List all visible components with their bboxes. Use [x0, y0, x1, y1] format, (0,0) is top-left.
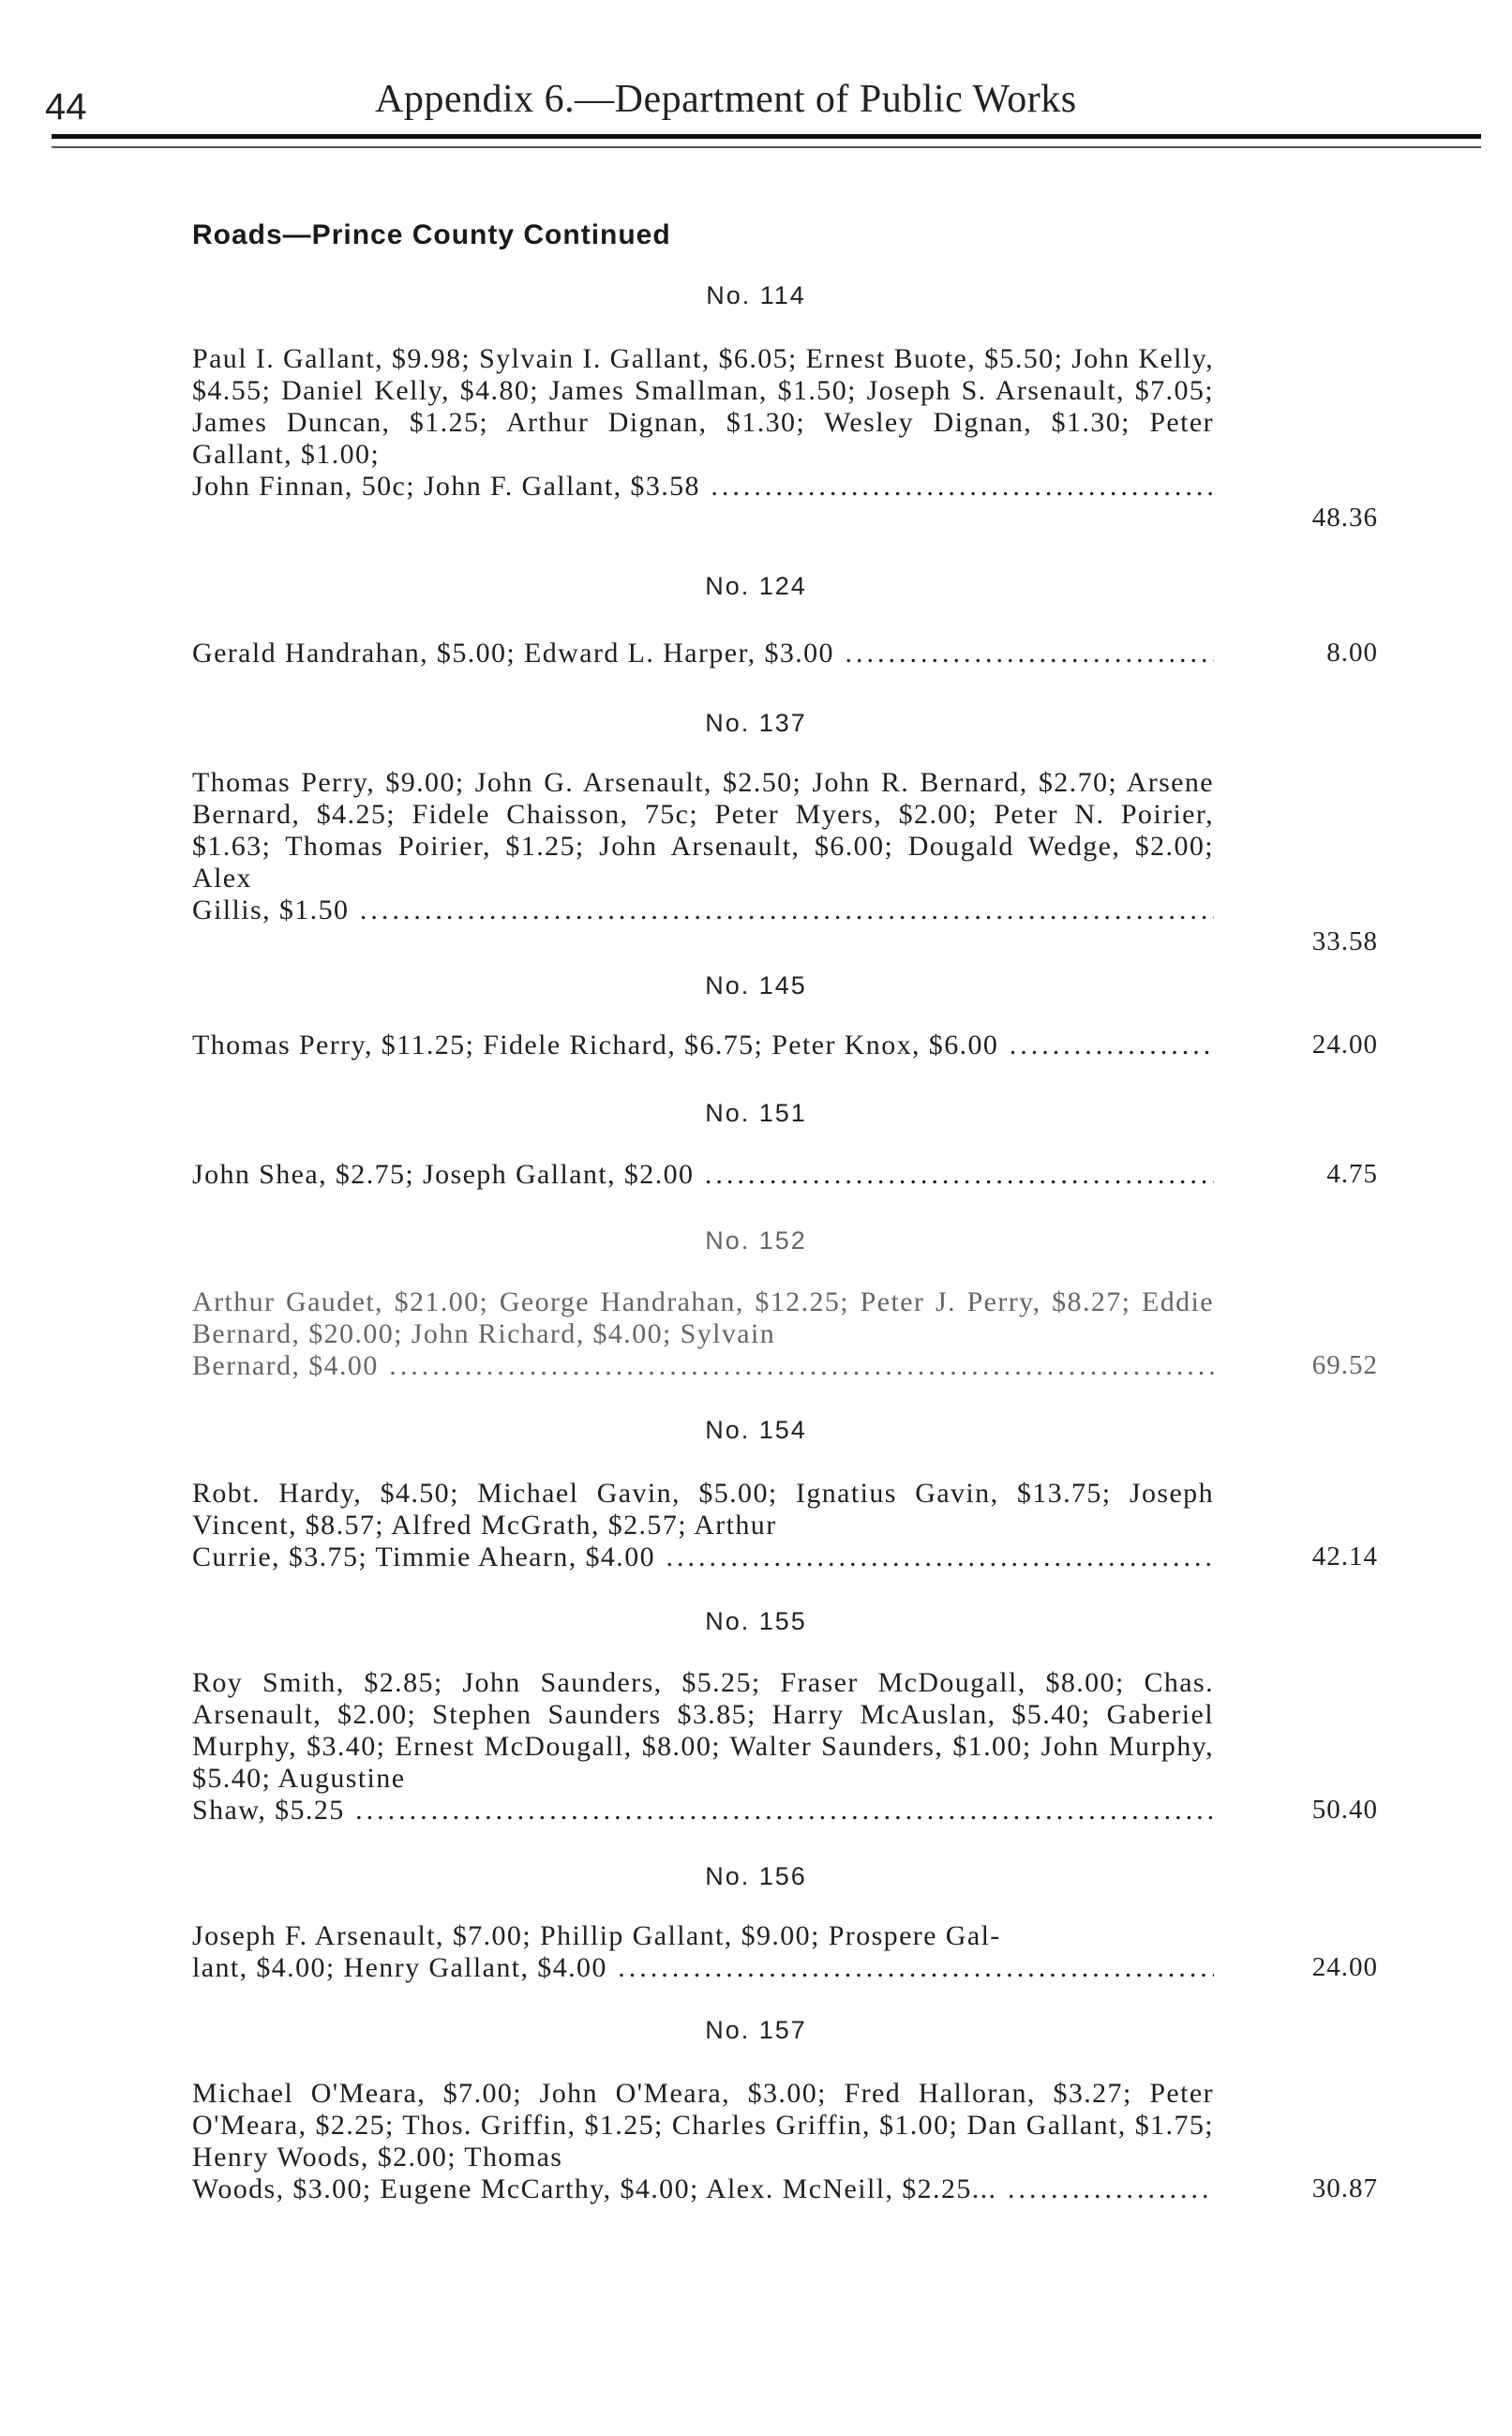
entry-number: No. 114 [706, 281, 806, 309]
entry-text [192, 1478, 1214, 1573]
entry-amount: 69.52 [1311, 1350, 1378, 1380]
entry-tail: Currie, $3.75; Timmie Ahearn, $4.00 ..... [192, 1541, 1214, 1573]
header-rule [52, 134, 1481, 139]
entry-amount: 24.00 [1311, 1030, 1378, 1060]
entry-body: Robt. Hardy, $4.50; Michael Gavin, $5.00; Ignatius Gavin, $13.75; Joseph Vincent, $8.57; Alfred McGrath, $2.57; Arthur [192, 1478, 1214, 1541]
entry-amount: 50.40 [1311, 1795, 1378, 1825]
entry-tail: Shaw, $5.25 ..... [192, 1795, 1214, 1827]
entry-text [192, 1667, 1214, 1827]
entry-body: Arthur Gaudet, $21.00; George Handrahan, $12.25; Peter J. Perry, $8.27; Eddie Bernard, $20.00; John Richard, $4.00; Sylvain [192, 1286, 1214, 1349]
entry-number: No. 156 [705, 1862, 807, 1890]
entry-tail: Woods, $3.00; Eugene McCarthy, $4.00; Alex. McNeill, $2.25... ..... [192, 2173, 1214, 2205]
entry-text [192, 1159, 1214, 1191]
entry-tail: John Shea, $2.75; Joseph Gallant, $2.00 ..... [192, 1159, 1214, 1191]
entry-text [192, 1920, 1214, 1984]
entry-text [192, 1030, 1214, 1061]
entry-number: No. 137 [705, 709, 807, 737]
entry-number: No. 154 [705, 1416, 807, 1444]
page-number: 44 [45, 86, 87, 128]
entry-tail: lant, $4.00; Henry Gallant, $4.00 ..... [192, 1952, 1214, 1984]
entry-amount: 24.00 [1311, 1952, 1378, 1982]
entry-tail: Thomas Perry, $11.25; Fidele Richard, $6.75; Peter Knox, $6.00 ..... [192, 1030, 1214, 1061]
entry-tail: Gerald Handrahan, $5.00; Edward L. Harper, $3.00 ..... [192, 638, 1214, 669]
entry-amount: 33.58 [1311, 926, 1378, 956]
entry-number: No. 155 [705, 1607, 807, 1635]
entry-amount: 48.36 [1311, 503, 1378, 533]
entry-number: No. 151 [705, 1099, 807, 1127]
entry-tail: John Finnan, 50c; John F. Gallant, $3.58 ..... [192, 471, 1214, 503]
entry-body: Joseph F. Arsenault, $7.00; Phillip Gallant, $9.00; Prospere Gal- [192, 1920, 1001, 1951]
entry-number: No. 124 [705, 572, 807, 600]
entry-number: No. 152 [705, 1226, 807, 1255]
entry-tail: Bernard, $4.00 ..... [192, 1350, 1214, 1382]
entry-amount: 4.75 [1326, 1159, 1378, 1189]
entry-text [192, 2078, 1214, 2205]
running-header-title: Appendix 6.—Department of Public Works [375, 78, 1077, 121]
entry-body: Paul I. Gallant, $9.98; Sylvain I. Gallant, $6.05; Ernest Buote, $5.50; John Kelly, $4.55; Daniel Kelly, $4.80; James Smallman, $1.50; Joseph S. Arsenault, $7.05; James Duncan, $1.25; Arthur Dignan, $1.30; Wesley Dignan, $1.30; Peter Gallant, $1.00; [192, 343, 1214, 470]
entry-amount: 8.00 [1326, 638, 1378, 668]
entry-amount: 42.14 [1311, 1541, 1378, 1571]
entry-amount: 30.87 [1311, 2173, 1378, 2203]
entry-text [192, 767, 1214, 926]
entry-body: Michael O'Meara, $7.00; John O'Meara, $3.00; Fred Halloran, $3.27; Peter O'Meara, $2.25; Thos. Griffin, $1.25; Charles Griffin, $1.00; Dan Gallant, $1.75; Henry Woods, $2.00; Thomas [192, 2078, 1214, 2173]
entry-body: Roy Smith, $2.85; John Saunders, $5.25; Fraser McDougall, $8.00; Chas. Arsenault, $2.00; Stephen Saunders $3.85; Harry McAuslan, $5.40; Gaberiel Murphy, $3.40; Ernest McDougall, $8.00; Walter Saunders, $1.00; John Murphy, $5.40; Augustine [192, 1667, 1214, 1794]
entry-number: No. 145 [705, 971, 807, 1000]
entry-body: Thomas Perry, $9.00; John G. Arsenault, $2.50; John R. Bernard, $2.70; Arsene Bernard, $4.25; Fidele Chaisson, 75c; Peter Myers, $2.00; Peter N. Poirier, $1.63; Thomas Poirier, $1.25; John Arsenault, $6.00; Dougald Wedge, $2.00; Alex [192, 767, 1214, 894]
entry-text [192, 1286, 1214, 1382]
entry-number: No. 157 [705, 2016, 807, 2044]
header-rule-thin [52, 146, 1481, 148]
section-title: Roads—Prince County Continued [192, 219, 671, 250]
entry-text [192, 343, 1214, 503]
entry-tail: Gillis, $1.50 ..... [192, 895, 1214, 926]
entry-text [192, 638, 1214, 669]
